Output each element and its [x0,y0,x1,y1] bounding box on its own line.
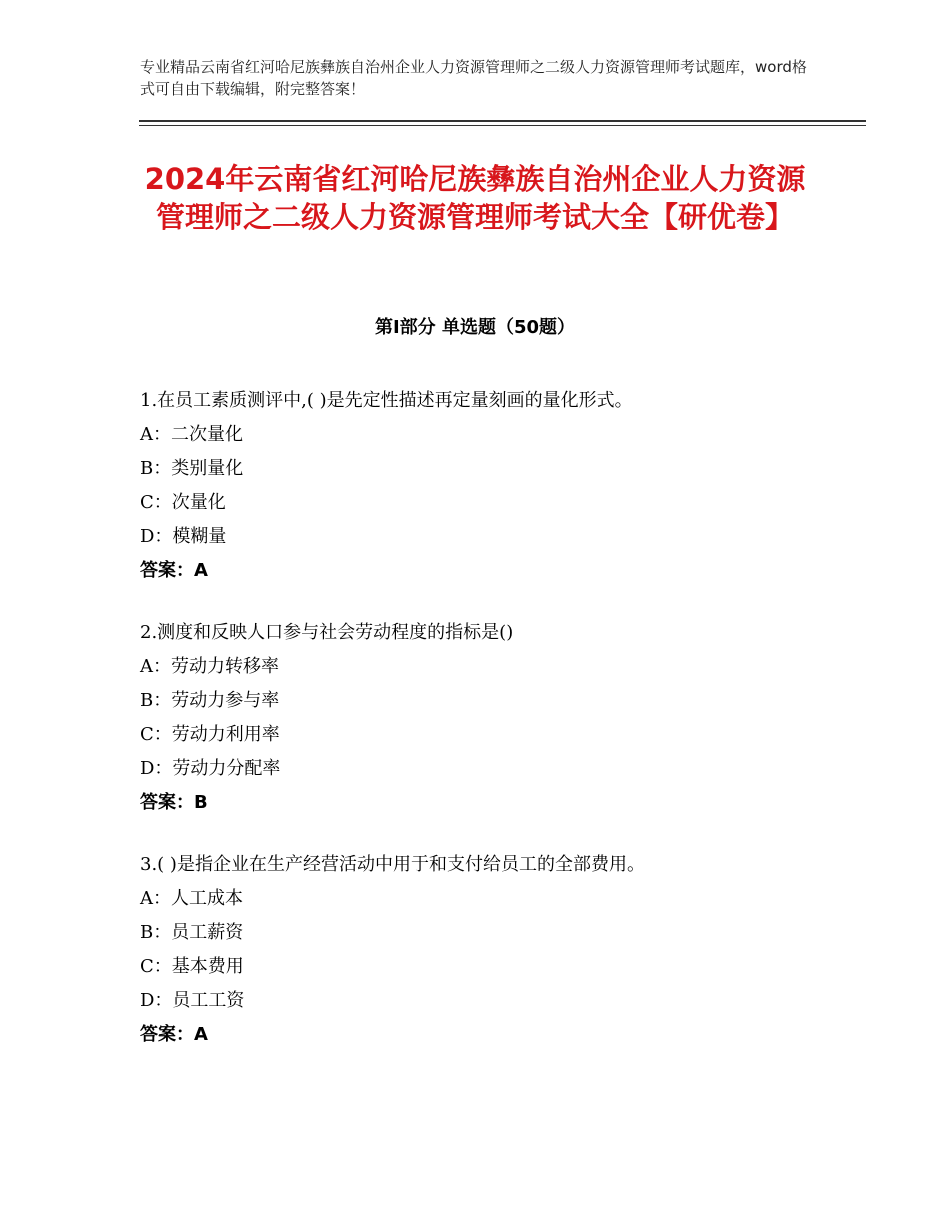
option-c: C：次量化 [140,492,226,513]
question-list [140,384,840,1080]
option-d: D：模糊量 [140,526,227,547]
header-divider-thin [139,125,866,126]
section-title: 第Ⅰ部分 单选题（50题） [374,317,575,338]
question-stem: 3.( )是指企业在生产经营活动中用于和支付给员工的全部费用。 [140,854,645,875]
answer: 答案：A [140,560,208,581]
option-c: C：基本费用 [140,956,244,977]
option-b: B：劳动力参与率 [140,690,280,711]
question-2 [140,616,840,820]
option-b: B：类别量化 [140,458,244,479]
option-c: C：劳动力利用率 [140,724,280,745]
header-note: 专业精品云南省红河哈尼族彝族自治州企业人力资源管理师之二级人力资源管理师考试题库，word格式可自由下载编辑，附完整答案！ [140,58,807,98]
document-title: 2024年云南省红河哈尼族彝族自治州企业人力资源管理师之二级人力资源管理师考试大全【研优卷】 [144,162,806,234]
question-3 [140,848,840,1052]
option-d: D：劳动力分配率 [140,758,281,779]
question-1 [140,384,840,588]
option-a: A：人工成本 [140,888,243,909]
question-stem: 2.测度和反映人口参与社会劳动程度的指标是() [140,622,514,643]
option-b: B：员工薪资 [140,922,244,943]
option-a: A：二次量化 [140,424,243,445]
answer: 答案：B [140,792,208,813]
header-divider-thick [139,120,866,122]
option-a: A：劳动力转移率 [140,656,279,677]
option-d: D：员工工资 [140,990,245,1011]
question-stem: 1.在员工素质测评中,( )是先定性描述再定量刻画的量化形式。 [140,390,633,411]
answer: 答案：A [140,1024,208,1045]
